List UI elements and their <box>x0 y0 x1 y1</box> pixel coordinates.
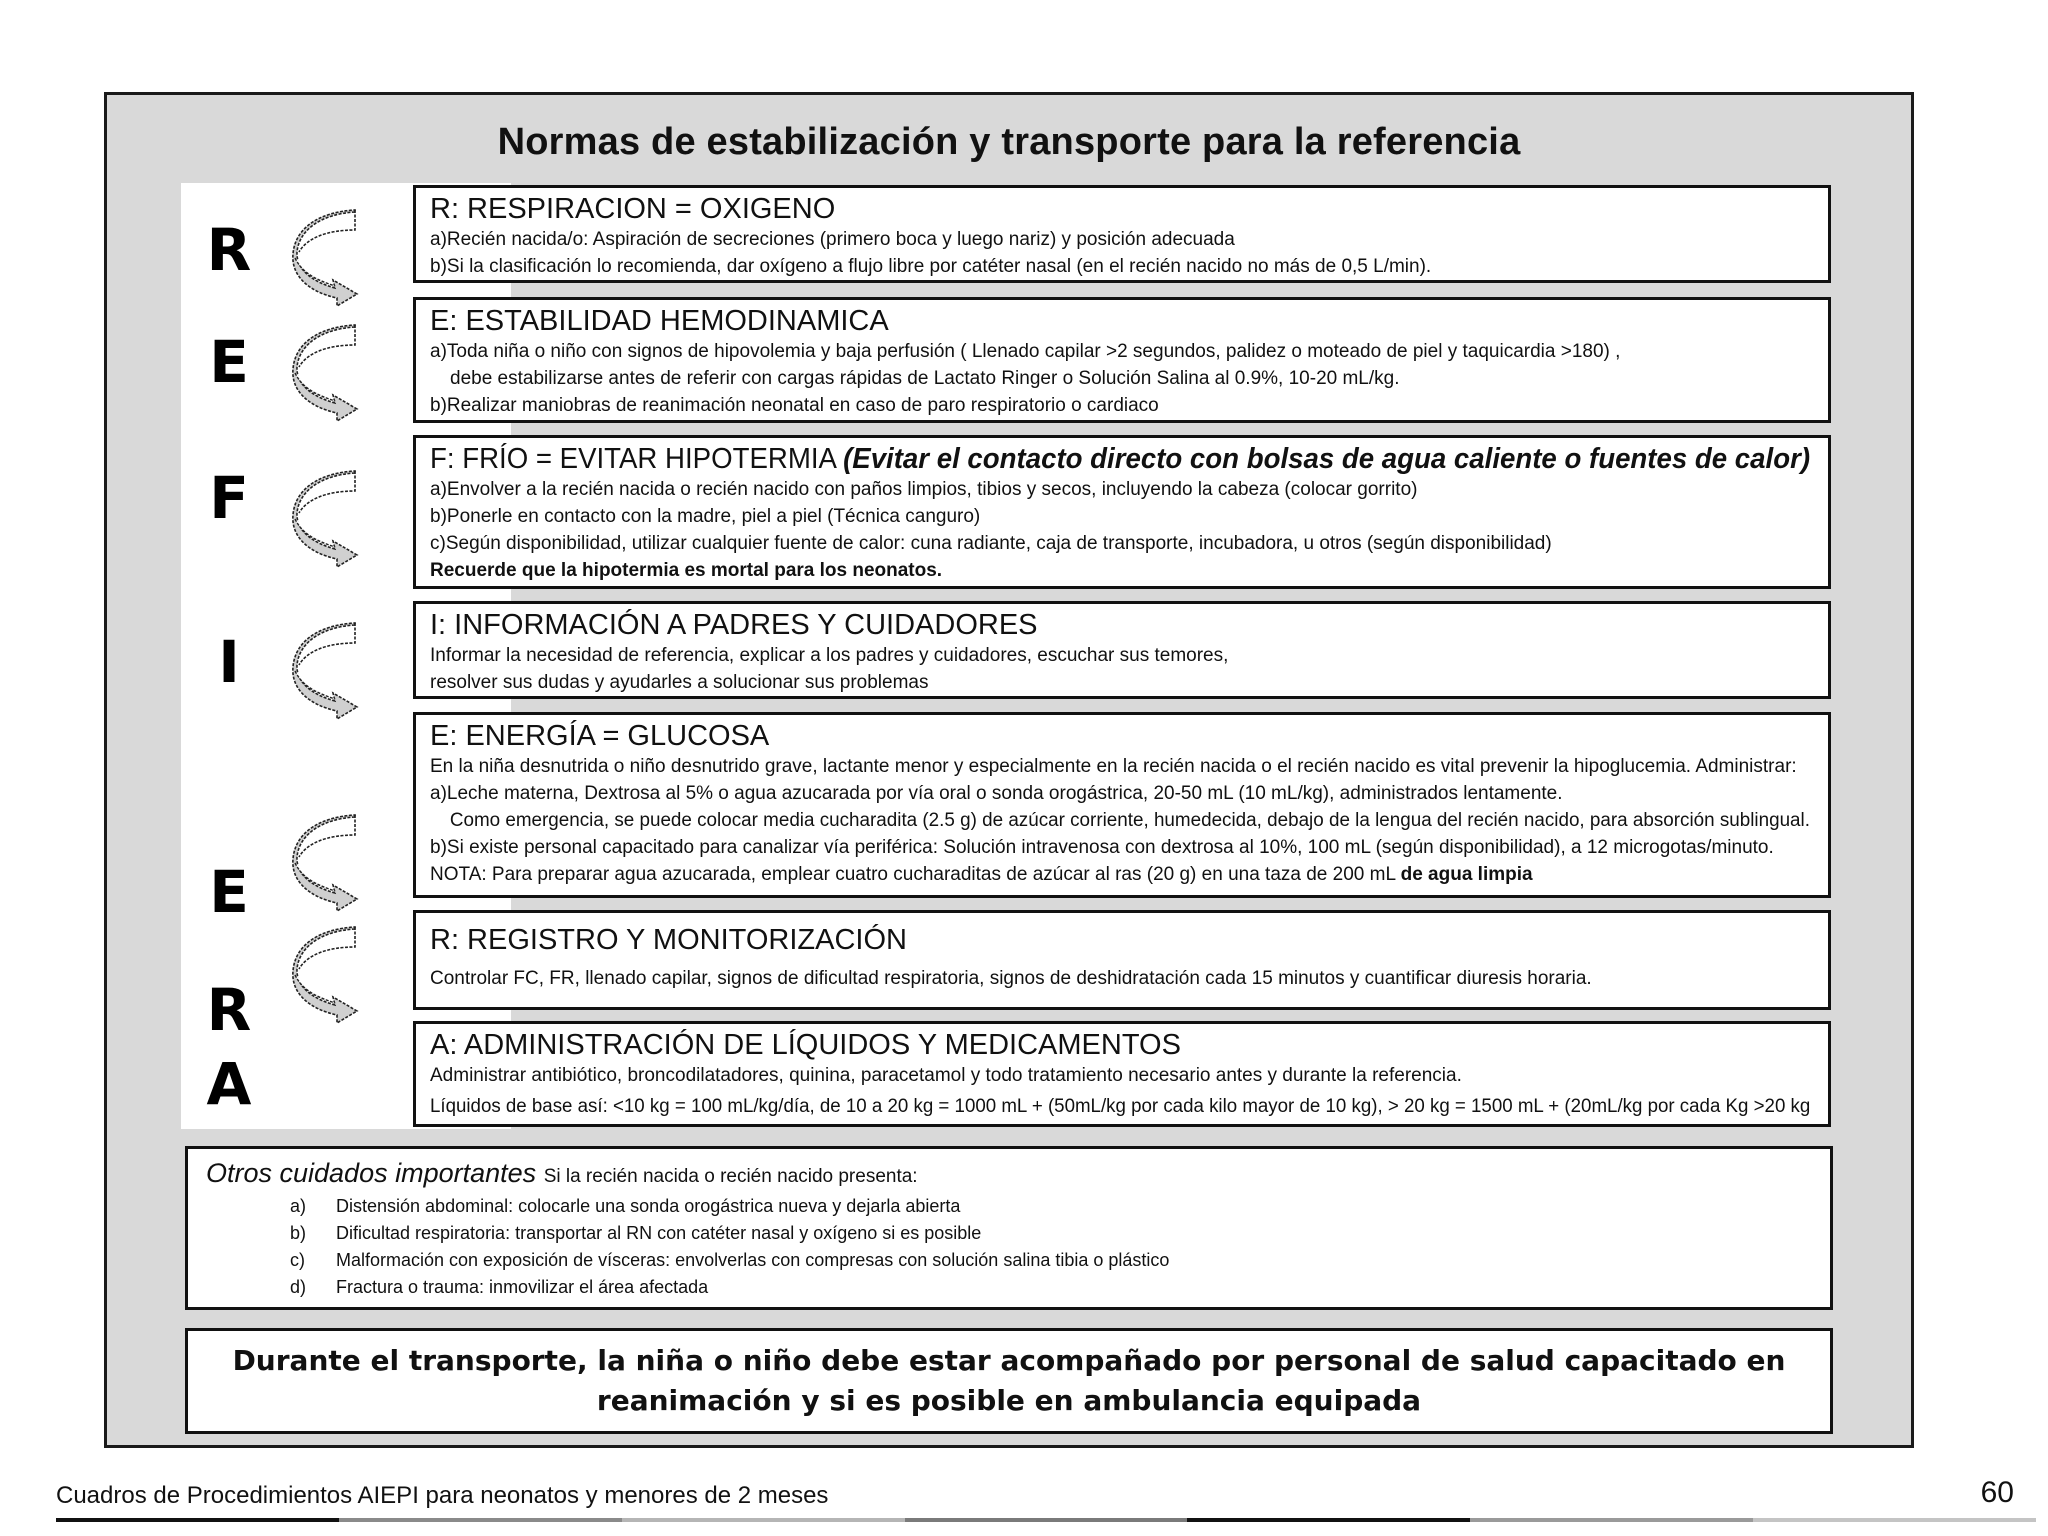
section-line: a)Leche materna, Dextrosa al 5% o agua azucarada por vía oral o sonda orogástrica, 20-50 mL (10 mL/kg), administrados lentamente. <box>430 783 1563 804</box>
curved-arrow-icon <box>291 208 363 308</box>
curved-arrow-icon <box>291 323 363 423</box>
page-number: 60 <box>1980 1476 2014 1509</box>
section-respiracion <box>413 185 1831 283</box>
section-line: Como emergencia, se puede colocar media cucharadita (2.5 g) de azúcar corriente, humedecida, debajo de la lengua del recién nacido, para absorción sublingual. <box>449 810 1810 831</box>
section-line: b)Si la clasificación lo recomienda, dar oxígeno a flujo libre por catéter nasal (en el recién nacido no más de 0,5 L/min). <box>430 256 1432 277</box>
footer-text: Cuadros de Procedimientos AIEPI para neonatos y menores de 2 meses <box>56 1482 829 1509</box>
curved-arrow-icon <box>291 621 363 721</box>
footer-rule-segment <box>339 1518 622 1522</box>
curved-arrow-icon <box>291 469 363 569</box>
footer-rule-segment <box>56 1518 339 1522</box>
section-estabilidad <box>413 297 1831 423</box>
section-line: a)Recién nacida/o: Aspiración de secreciones (primero boca y luego nariz) y posición adecuada <box>430 229 1235 250</box>
acronym-letter-f: F <box>209 464 249 532</box>
section-heading-text: F: FRÍO = EVITAR HIPOTERMIA <box>430 443 836 475</box>
section-line: a)Toda niña o niño con signos de hipovolemia y baja perfusión ( Llenado capilar >2 segundos, palidez o moteado de piel y taquicardia >180) , <box>430 341 1621 362</box>
note-tail: de agua limpia <box>1400 864 1533 885</box>
section-line: resolver sus dudas y ayudarles a solucionar sus problemas <box>430 672 929 693</box>
curved-arrow-icon <box>291 813 363 913</box>
other-care-item: d) Fractura o trauma: inmovilizar el área afectada <box>290 1277 709 1297</box>
note-text: NOTA: Para preparar agua azucarada, emplear cuatro cucharaditas de azúcar al ras (20 g) en una taza de 200 mL <box>430 864 1396 885</box>
acronym-letter-e: E <box>209 328 249 396</box>
section-heading: A: ADMINISTRACIÓN DE LÍQUIDOS Y MEDICAMENTOS <box>430 1029 1181 1061</box>
section-energia <box>413 712 1831 898</box>
section-line: c)Según disponibilidad, utilizar cualquier fuente de calor: cuna radiante, caja de transporte, incubadora, u otros (según disponibilidad) <box>430 533 1552 554</box>
curved-arrow-icon <box>291 925 363 1025</box>
section-informacion <box>413 601 1831 699</box>
acronym-letter-a: A <box>206 1050 252 1118</box>
section-registro <box>413 910 1831 1010</box>
section-heading: R: REGISTRO Y MONITORIZACIÓN <box>430 924 907 956</box>
other-care-heading <box>206 1157 1812 1193</box>
section-line: En la niña desnutrida o niño desnutrido grave, lactante menor y especialmente en la recién nacida o el recién nacido es vital prevenir la hipoglucemia. Administrar: <box>430 756 1797 777</box>
section-note <box>430 861 1814 888</box>
acronym-letter-i: I <box>218 628 240 696</box>
footer-rule-segment <box>622 1518 905 1522</box>
transport-note-box <box>185 1328 1833 1434</box>
section-line: debe estabilizarse antes de referir con cargas rápidas de Lactato Ringer o Solución Salina al 0.9%, 10-20 mL/kg. <box>450 368 1400 389</box>
page-frame <box>104 92 1914 1448</box>
footer-rule-segment <box>905 1518 1188 1522</box>
section-administracion <box>413 1021 1831 1127</box>
section-line: Controlar FC, FR, llenado capilar, signos de dificultad respiratoria, signos de deshidratación cada 15 minutos y cuantificar diuresis horaria. <box>430 968 1592 989</box>
section-heading: I: INFORMACIÓN A PADRES Y CUIDADORES <box>430 609 1038 641</box>
section-emphasis: Recuerde que la hipotermia es mortal para los neonatos. <box>430 560 943 581</box>
other-care-box <box>185 1146 1833 1310</box>
section-heading: E: ESTABILIDAD HEMODINAMICA <box>430 305 889 337</box>
section-line: a)Envolver a la recién nacida o recién nacido con paños limpios, tibios y secos, incluyendo la cabeza (colocar gorrito) <box>430 479 1418 500</box>
footer-rule-segment <box>1753 1518 2036 1522</box>
other-care-lead: Si la recién nacida o recién nacido presenta: <box>543 1166 918 1187</box>
section-heading <box>430 442 1810 476</box>
section-heading: E: ENERGÍA = GLUCOSA <box>430 720 770 752</box>
section-line: Administrar antibiótico, broncodilatadores, quinina, paracetamol y todo tratamiento necesario antes y durante la referencia. <box>430 1065 1462 1086</box>
other-care-item: b) Dificultad respiratoria: transportar al RN con catéter nasal y oxígeno si es posible <box>290 1223 982 1243</box>
section-frio <box>413 435 1831 589</box>
other-care-title: Otros cuidados importantes <box>206 1158 537 1188</box>
section-line: b)Realizar maniobras de reanimación neonatal en caso de paro respiratorio o cardiaco <box>430 395 1159 416</box>
acronym-letter-r: R <box>206 216 252 284</box>
footer-rule <box>56 1518 2036 1523</box>
acronym-letter-r2: R <box>206 976 252 1044</box>
transport-note: Durante el transporte, la niña o niño debe estar acompañado por personal de salud capacitado en reanimación y si es posible en ambulancia equipada <box>232 1344 1786 1417</box>
footer-rule-segment <box>1470 1518 1753 1522</box>
other-care-item: a) Distensión abdominal: colocarle una sonda orogástrica nueva y dejarla abierta <box>290 1196 961 1216</box>
section-line: b)Si existe personal capacitado para canalizar vía periférica: Solución intravenosa con dextrosa al 10%, 100 mL (según disponibilidad), a 12 microgotas/minuto. <box>430 837 1774 858</box>
section-line: b)Ponerle en contacto con la madre, piel a piel (Técnica canguro) <box>430 506 981 527</box>
acronym-letter-e2: E <box>209 858 249 926</box>
section-line: Líquidos de base así: <10 kg = 100 mL/kg/día, de 10 a 20 kg = 1000 mL + (50mL/kg por cada kilo mayor de 10 kg), > 20 kg = 1500 mL + (20mL/kg por cada Kg >20 kg <box>430 1096 1811 1117</box>
section-line: Informar la necesidad de referencia, explicar a los padres y cuidadores, escuchar sus temores, <box>430 645 1229 666</box>
footer-rule-segment <box>1187 1518 1470 1522</box>
page-title: Normas de estabilización y transporte para la referencia <box>497 121 1521 163</box>
section-heading-note: (Evitar el contacto directo con bolsas de agua caliente o fuentes de calor) <box>843 443 1811 475</box>
section-heading: R: RESPIRACION = OXIGENO <box>430 193 836 225</box>
other-care-item: c) Malformación con exposición de vísceras: envolverlas con compresas con solución salina tibia o plástico <box>290 1250 1170 1270</box>
